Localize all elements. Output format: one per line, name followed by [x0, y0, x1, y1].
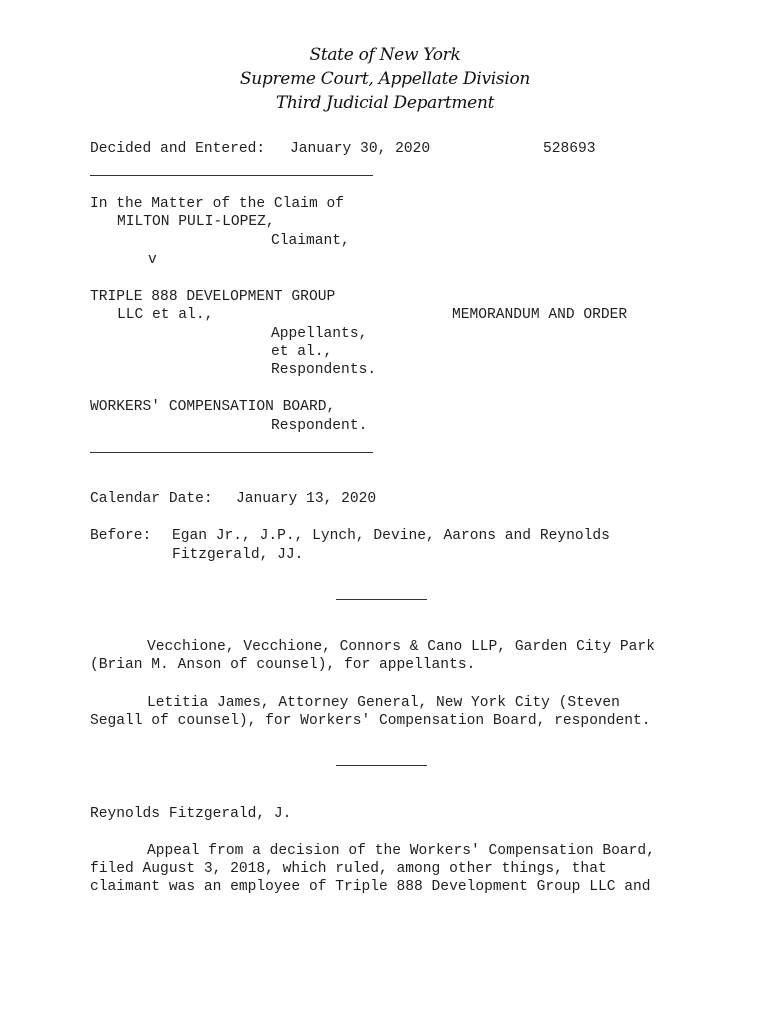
section-divider: [336, 599, 427, 600]
before-label: Before:: [90, 528, 152, 544]
counsel-appellants: (Brian M. Anson of counsel), for appellants.: [90, 657, 476, 673]
counsel-respondent: Letitia James, Attorney General, New York City (Steven: [147, 695, 620, 711]
docket-number: 528693: [543, 141, 596, 157]
caption-role: Respondents.: [271, 362, 377, 378]
caption-party-name: TRIPLE 888 DEVELOPMENT GROUP: [90, 289, 336, 305]
caption-role: Appellants,: [271, 326, 368, 342]
caption-party-name: et al.,: [271, 344, 333, 360]
court-name: Supreme Court, Appellate Division: [239, 69, 531, 89]
panel-judges: Fitzgerald, JJ.: [172, 547, 304, 563]
caption-top-rule: [90, 175, 373, 176]
caption-role: Claimant,: [271, 233, 350, 249]
opinion-text: claimant was an employee of Triple 888 Development Group LLC and: [90, 879, 651, 895]
calendar-date: January 13, 2020: [236, 491, 377, 507]
caption-claimant-name: MILTON PULI-LOPEZ,: [117, 214, 275, 230]
court-state: State of New York: [309, 45, 461, 65]
caption-role: Respondent.: [271, 418, 368, 434]
counsel-respondent: Segall of counsel), for Workers' Compensation Board, respondent.: [90, 713, 651, 729]
opinion-text: filed August 3, 2018, which ruled, among other things, that: [90, 861, 607, 877]
caption-versus: v: [148, 252, 157, 268]
decided-date: January 30, 2020: [290, 141, 431, 157]
caption-bottom-rule: [90, 452, 373, 453]
section-divider: [336, 765, 427, 766]
decided-label: Decided and Entered:: [90, 141, 266, 157]
caption-line: In the Matter of the Claim of: [90, 196, 344, 212]
caption-party-name: LLC et al.,: [117, 307, 214, 323]
opinion-author: Reynolds Fitzgerald, J.: [90, 806, 292, 822]
calendar-label: Calendar Date:: [90, 491, 213, 507]
opinion-text: Appeal from a decision of the Workers' Compensation Board,: [147, 843, 655, 859]
court-department: Third Judicial Department: [275, 93, 495, 113]
panel-judges: Egan Jr., J.P., Lynch, Devine, Aarons and Reynolds: [172, 528, 610, 544]
counsel-appellants: Vecchione, Vecchione, Connors & Cano LLP, Garden City Park: [147, 639, 655, 655]
document-type: MEMORANDUM AND ORDER: [452, 307, 628, 323]
caption-party-name: WORKERS' COMPENSATION BOARD,: [90, 399, 336, 415]
